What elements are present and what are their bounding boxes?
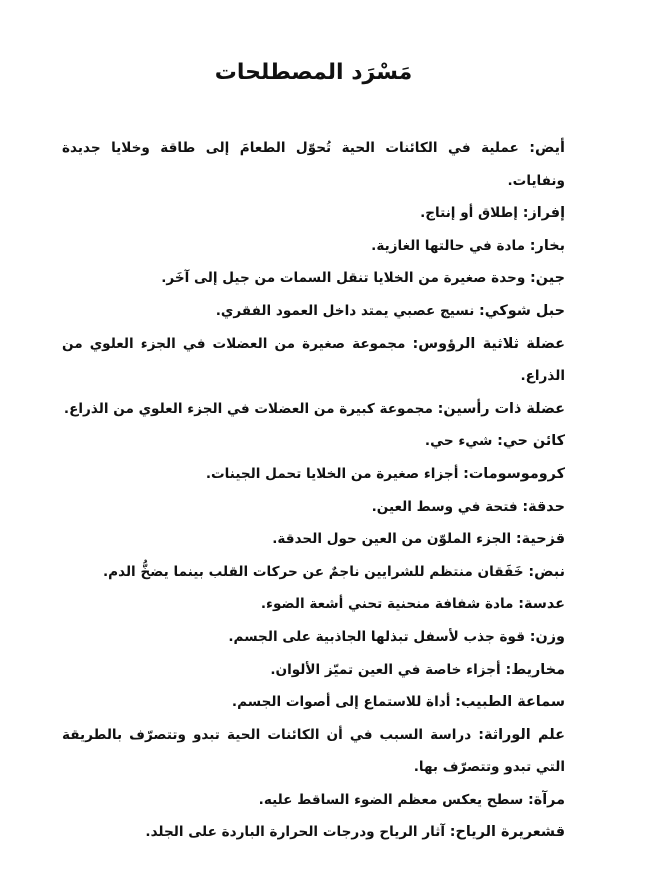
glossary-definition: آثار الرياح ودرجات الحرارة الباردة على الجلد. — [145, 824, 446, 841]
glossary-term: عضلة ذات رأسين: — [437, 400, 565, 417]
glossary-entry — [62, 556, 565, 589]
glossary-definition: وحدة صغيرة من الخلايا تنقل السمات من جيل إلى آخَر. — [161, 270, 526, 287]
glossary-definition: مادة شفافة منحنية تحني أشعة الضوء. — [260, 596, 514, 613]
glossary-term: مخاريط: — [505, 661, 565, 678]
glossary-definition: فتحة في وسط العين. — [371, 498, 518, 515]
glossary-definition: عملية في الكائنات الحية تُحوّل الطعامَ إلى طاقة وخلايا جديدة ونفايات. — [62, 140, 565, 189]
glossary-term: جين: — [530, 270, 565, 287]
glossary-term: بخار: — [529, 237, 565, 254]
glossary-term: أيض: — [529, 140, 565, 156]
glossary-entry — [62, 784, 565, 817]
glossary-term: مرآة: — [527, 791, 565, 808]
glossary-definition: الجزء الملوّن من العين حول الحدقة. — [272, 531, 512, 548]
glossary-term: كائن حي: — [497, 433, 565, 450]
glossary-entry — [62, 523, 565, 556]
glossary-entry — [62, 393, 565, 426]
glossary-term: قزحية: — [515, 531, 565, 548]
glossary-entry — [62, 328, 565, 393]
glossary-entry — [62, 654, 565, 687]
glossary-term: حدقة: — [522, 498, 565, 515]
glossary-page — [62, 0, 565, 895]
glossary-entry — [62, 458, 565, 491]
glossary-definition: مادة في حالتها الغازية. — [371, 237, 526, 254]
glossary-entry — [62, 491, 565, 524]
glossary-term: حبل شوكي: — [479, 302, 565, 319]
glossary-definition: إطلاق أو إنتاج. — [420, 205, 518, 222]
glossary-entry — [62, 197, 565, 230]
glossary-list — [62, 132, 565, 849]
glossary-definition: خَفَقان منتظم للشرايين ناجمٌ عن حركات القلب بينما يضخُّ الدم. — [102, 563, 524, 580]
glossary-term: كروموسومات: — [463, 465, 565, 482]
page-title: مَسْرَد المصطلحات — [214, 60, 413, 85]
glossary-term: إفراز: — [522, 205, 565, 222]
glossary-entry — [62, 425, 565, 458]
glossary-term: وزن: — [529, 628, 565, 645]
glossary-entry — [62, 588, 565, 621]
glossary-entry — [62, 295, 565, 328]
glossary-definition: شيء حي. — [424, 433, 493, 450]
glossary-definition: مجموعة كبيرة من العضلات في الجزء العلوي من الذراع. — [63, 400, 433, 417]
glossary-term: نبض: — [528, 563, 565, 580]
glossary-entry — [62, 621, 565, 654]
glossary-term: علم الوراثة: — [478, 726, 565, 743]
glossary-entry — [62, 686, 565, 719]
glossary-term: عضلة ثلاثية الرؤوس: — [412, 335, 565, 352]
glossary-definition: أداة للاستماع إلى أصوات الجسم. — [231, 694, 451, 711]
glossary-definition: أجزاء خاصة في العين تميّز الألوان. — [270, 661, 501, 678]
glossary-entry — [62, 262, 565, 295]
glossary-entry — [62, 132, 565, 197]
glossary-definition: دراسة السبب في أن الكائنات الحية تبدو وتتصرّف بالطريقة التي تبدو وتتصرّف بها. — [62, 726, 565, 776]
glossary-definition: قوة جذب لأسفل تبذلها الجاذبية على الجسم. — [228, 628, 525, 645]
glossary-definition: سطح يعكس معظم الضوء الساقط عليه. — [258, 791, 524, 808]
glossary-entry — [62, 719, 565, 784]
glossary-definition: مجموعة صغيرة من العضلات في الجزء العلوي من الذراع. — [62, 335, 565, 385]
glossary-entry — [62, 230, 565, 263]
glossary-entry — [62, 816, 565, 849]
glossary-term: سماعة الطبيب: — [455, 694, 565, 711]
glossary-definition: نسيج عصبي يمتد داخل العمود الفقري. — [215, 302, 475, 319]
glossary-definition: أجزاء صغيرة من الخلايا تحمل الجينات. — [205, 465, 459, 482]
glossary-term: عدسة: — [518, 596, 565, 613]
glossary-term: قشعريرة الرياح: — [449, 824, 565, 841]
